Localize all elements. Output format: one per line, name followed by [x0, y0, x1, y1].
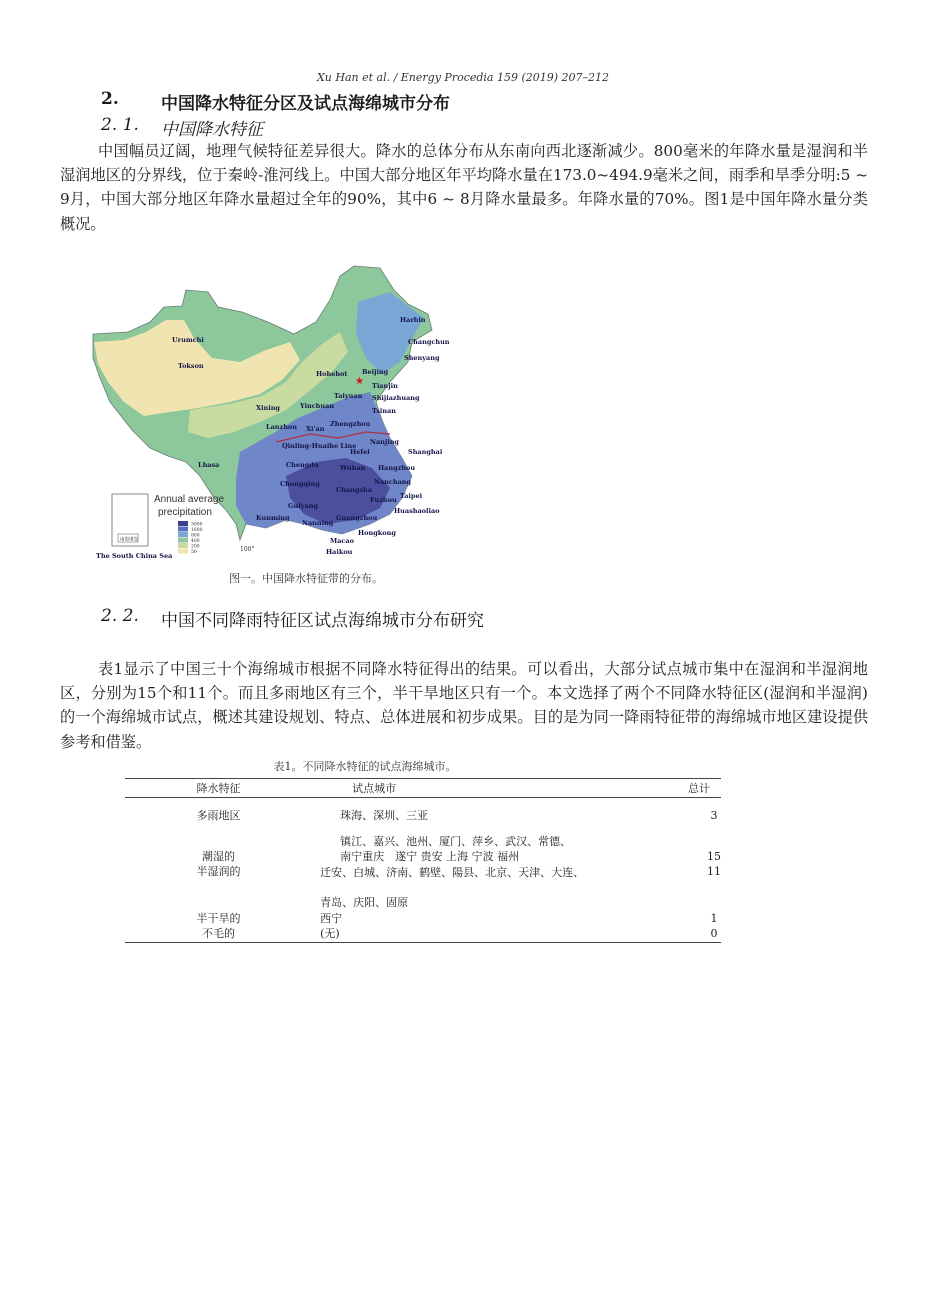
legend-title-1: Annual average [154, 494, 225, 505]
city-label: Qinling-Huaihe Line [282, 442, 357, 450]
subsection-1-number: 2. 1. [101, 115, 139, 135]
city-label: Macao [330, 537, 354, 545]
legend-value: 400 [191, 539, 200, 544]
table-1-caption: 表1。不同降水特征的试点海绵城市。 [273, 760, 457, 773]
subsection-2-title: 中国不同降雨特征区试点海绵城市分布研究 [161, 611, 484, 631]
inset-label: The South China Sea [96, 552, 173, 560]
inset-box-label: 南海诸岛 [120, 537, 138, 543]
city-label: Guangzhou [336, 514, 378, 522]
map-legend [154, 494, 224, 555]
table-cell: 珠海、深圳、三亚 [340, 809, 429, 822]
city-label: Lanzhou [266, 423, 297, 431]
table-cell: 半干旱的 [196, 911, 241, 925]
table-cell: 不毛的 [202, 927, 236, 940]
table-row [125, 798, 721, 834]
legend-swatch [178, 543, 188, 548]
city-label: Kunming [256, 514, 290, 522]
table-cell: 镇江、嘉兴、池州、厦门、萍乡、武汉、常德、 [340, 834, 572, 848]
table-row [125, 911, 721, 943]
city-label: Chongqing [280, 480, 320, 488]
table-cell: 1 [710, 911, 718, 925]
legend-value: 200 [191, 544, 200, 550]
legend-swatch [178, 538, 188, 543]
legend-value: 3000 [191, 522, 203, 528]
city-label: Huashaoliao [394, 507, 440, 515]
meridian-label: 100° [240, 546, 255, 553]
city-label: Chengdu [286, 461, 319, 469]
table-header: 试点城市 [312, 779, 677, 798]
legend-swatch [178, 527, 188, 532]
city-label: Nanjing [370, 438, 399, 446]
table-cell: 半湿润的 [196, 865, 241, 878]
city-label: Nanning [302, 519, 334, 527]
table-cell: 多雨地区 [196, 809, 241, 822]
city-label: Haikou [326, 548, 353, 556]
table-cell: 15 [707, 849, 721, 863]
legend-value: 50 [191, 550, 197, 555]
table-cell: 11 [707, 865, 721, 878]
city-label: Wuhan [340, 464, 366, 472]
city-label: Changsha [336, 486, 372, 494]
city-label: Xining [256, 404, 280, 412]
city-label: Xi'an [306, 425, 325, 433]
city-label: Tianjin [372, 382, 398, 390]
subsection-1-title: 中国降水特征 [161, 120, 263, 140]
table-cell: 南宁重庆 遂宁 贵安 上海 宁波 福州 [340, 850, 520, 863]
city-label: Hangzhou [378, 464, 416, 472]
precipitation-map-figure [90, 262, 450, 562]
city-label: Shenyang [404, 354, 440, 362]
city-label: Harbin [400, 316, 426, 324]
figure-1-caption: 图一。中国降水特征带的分布。 [229, 572, 383, 585]
table-cell: 青岛、庆阳、固原 [320, 896, 409, 909]
city-label: Guiyang [288, 502, 319, 510]
beijing-star-icon: ★ [355, 376, 364, 387]
city-label: Lhasa [198, 461, 220, 469]
table-header: 降水特征 [125, 779, 312, 798]
table-row [125, 834, 721, 911]
table-1 [125, 778, 721, 943]
table-cell: 西宁 [320, 911, 343, 925]
city-label: Shijiazhuang [372, 394, 420, 402]
city-label: Changchun [408, 338, 450, 346]
city-label: Tokson [178, 362, 204, 370]
table-cell: 潮湿的 [202, 849, 236, 863]
legend-title-2: precipitation [158, 507, 212, 518]
table-cell [320, 880, 677, 895]
section-title: 中国降水特征分区及试点海绵城市分布 [161, 94, 450, 114]
city-label: Yinchuan [300, 402, 335, 410]
table-header: 总计 [677, 779, 721, 798]
table-cell: 0 [710, 927, 718, 940]
paragraph-1: 中国幅员辽阔，地理气候特征差异很大。降水的总体分布从东南向西北逐渐减少。800毫米的年降水量是湿润和半湿润地区的分界线，位于秦岭-淮河线上。中国大部分地区年平均降水量在173.0~494.9毫米之间，雨季和旱季分明:5 ~ 9月，中国大部分地区年降水量超过全年的90%，其中6 ~ 8月降水量最多。年降水量的70%。图1是中国年降水量分类概况。 [60, 142, 868, 233]
table-cell: 迁安、白城、济南、鹤壁、陽县、北京、天津、大连、 [320, 865, 585, 879]
legend-swatch [178, 549, 188, 554]
city-label: Urumchi [172, 336, 204, 344]
table-cell: (无) [320, 927, 340, 940]
paragraph-2: 表1显示了中国三十个海绵城市根据不同降水特征得出的结果。可以看出，大部分试点城市集中在湿润和半湿润地区，分别为15个和11个。而且多雨地区有三个，半干旱地区只有一个。本文选择了两个不同降水特征区(湿润和半湿润)的一个海绵城市试点，概述其建设规划、特点、总体进展和初步成果。目的是为同一降雨特征带的海绵城市地区建设提供参考和借鉴。 [60, 660, 868, 751]
legend-swatch [178, 532, 188, 537]
city-label: Taipei [400, 492, 423, 500]
city-label: Nanchang [374, 478, 412, 486]
subsection-2-number: 2. 2. [101, 606, 139, 626]
city-label: Shanghai [408, 448, 443, 456]
table-cell: 3 [710, 809, 718, 822]
city-label: Tsinan [372, 407, 397, 415]
city-label: Hongkong [358, 529, 396, 537]
legend-swatch [178, 521, 188, 526]
city-label: Fuzhou [370, 496, 397, 504]
legend-value: 1600 [191, 528, 203, 533]
city-label: Taiyuan [334, 392, 363, 400]
running-head: Xu Han et al. / Energy Procedia 159 (2019) 207–212 [316, 71, 610, 84]
section-number: 2. [101, 89, 119, 109]
city-label: Hohehot [316, 370, 348, 378]
city-label: Zhengzhou [330, 420, 371, 428]
legend-value: 800 [191, 533, 200, 539]
city-label: Hefei [350, 448, 370, 456]
city-label: Beijing [362, 368, 389, 376]
